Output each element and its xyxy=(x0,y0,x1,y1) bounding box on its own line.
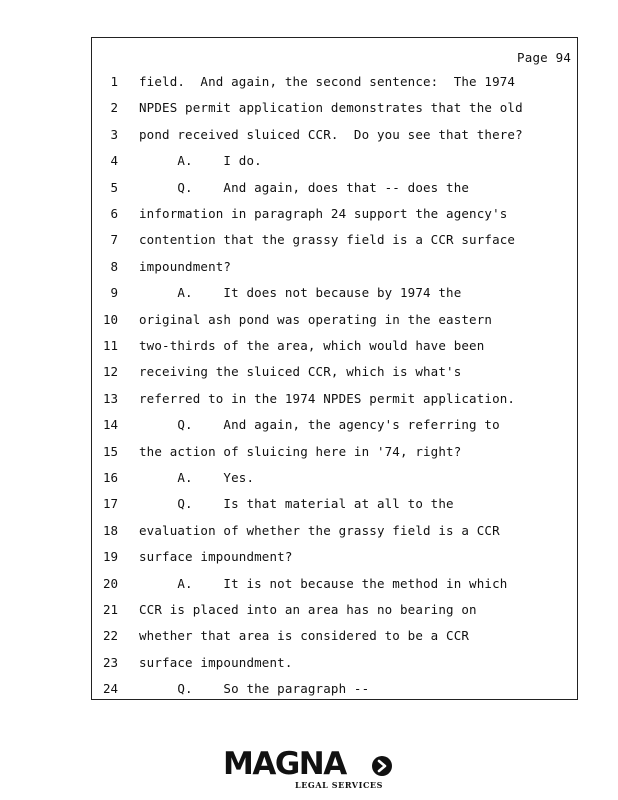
line-number: 12 xyxy=(102,364,118,380)
line-text: pond received sluiced CCR. Do you see that there? xyxy=(139,126,523,142)
line-number: 7 xyxy=(110,232,118,248)
line-number: 8 xyxy=(110,258,118,274)
line-text: A. I do. xyxy=(139,153,262,169)
transcript-line xyxy=(0,517,618,543)
line-number: 13 xyxy=(102,390,118,406)
line-text: contention that the grassy field is a CCR surface xyxy=(139,232,516,248)
transcript-line xyxy=(0,543,618,569)
line-text: surface impoundment? xyxy=(139,549,293,565)
line-text: Q. So the paragraph -- xyxy=(139,681,370,697)
transcript-line xyxy=(0,174,618,200)
transcript-line xyxy=(0,570,618,596)
transcript-line xyxy=(0,649,618,675)
line-number: 16 xyxy=(102,470,118,485)
transcript-line xyxy=(0,675,618,701)
transcript-line xyxy=(0,385,618,411)
transcript-line xyxy=(0,121,618,147)
line-number: 11 xyxy=(102,338,118,353)
line-text: referred to in the 1974 NPDES permit application. xyxy=(139,390,516,406)
line-text: evaluation of whether the grassy field is a CCR xyxy=(139,522,500,538)
logo-subtitle: LEGAL SERVICES xyxy=(295,780,384,790)
line-number: 23 xyxy=(102,654,118,670)
line-text: Q. Is that material at all to the xyxy=(139,496,454,512)
line-number: 21 xyxy=(102,602,118,617)
chevron-right-circle-icon xyxy=(371,755,393,777)
line-text: field. And again, the second sentence: The 1974 xyxy=(139,74,516,89)
line-text: the action of sluicing here in '74, right? xyxy=(139,443,462,459)
transcript-line xyxy=(0,226,618,252)
line-text: A. It does not because by 1974 the xyxy=(139,285,462,301)
transcript-line xyxy=(0,438,618,464)
transcript-line xyxy=(0,332,618,358)
logo-wordmark: MAGNA xyxy=(223,746,346,782)
line-number: 19 xyxy=(102,549,118,565)
transcript-line xyxy=(0,147,618,173)
transcript-line xyxy=(0,94,618,120)
line-number: 20 xyxy=(102,575,118,591)
line-text: receiving the sluiced CCR, which is what's xyxy=(139,364,462,380)
line-number: 6 xyxy=(110,206,118,221)
page-number: Page 94 xyxy=(517,50,572,65)
line-text: NPDES permit application demonstrates that the old xyxy=(139,100,523,116)
line-text: two-thirds of the area, which would have been xyxy=(139,338,485,353)
line-number: 18 xyxy=(102,522,118,538)
transcript-line xyxy=(0,200,618,226)
line-number: 24 xyxy=(102,681,118,697)
line-number: 15 xyxy=(102,443,118,459)
line-text: A. It is not because the method in which xyxy=(139,575,508,591)
line-text: A. Yes. xyxy=(139,470,255,485)
line-text: Q. And again, does that -- does the xyxy=(139,179,470,195)
transcript-line xyxy=(0,306,618,332)
line-text: whether that area is considered to be a CCR xyxy=(139,628,470,644)
line-text: Q. And again, the agency's referring to xyxy=(139,417,500,433)
line-number: 9 xyxy=(110,285,118,301)
transcript-line xyxy=(0,279,618,305)
line-number: 4 xyxy=(110,153,118,169)
transcript-line xyxy=(0,411,618,437)
line-number: 2 xyxy=(110,100,118,116)
transcript-line xyxy=(0,68,618,94)
transcript-line xyxy=(0,253,618,279)
line-number: 1 xyxy=(110,74,118,89)
transcript-line xyxy=(0,622,618,648)
line-number: 10 xyxy=(102,311,118,327)
magna-logo xyxy=(223,746,399,794)
line-number: 3 xyxy=(110,126,118,142)
line-text: information in paragraph 24 support the agency's xyxy=(139,206,508,221)
line-text: CCR is placed into an area has no bearing on xyxy=(139,602,477,617)
line-number: 5 xyxy=(110,179,118,195)
line-number: 22 xyxy=(102,628,118,644)
line-text: impoundment? xyxy=(139,258,232,274)
transcript-line xyxy=(0,596,618,622)
transcript-line xyxy=(0,464,618,490)
transcript-line xyxy=(0,358,618,384)
line-number: 17 xyxy=(102,496,118,512)
line-text: original ash pond was operating in the eastern xyxy=(139,311,493,327)
line-number: 14 xyxy=(102,417,118,433)
line-text: surface impoundment. xyxy=(139,654,293,670)
transcript-line xyxy=(0,490,618,516)
